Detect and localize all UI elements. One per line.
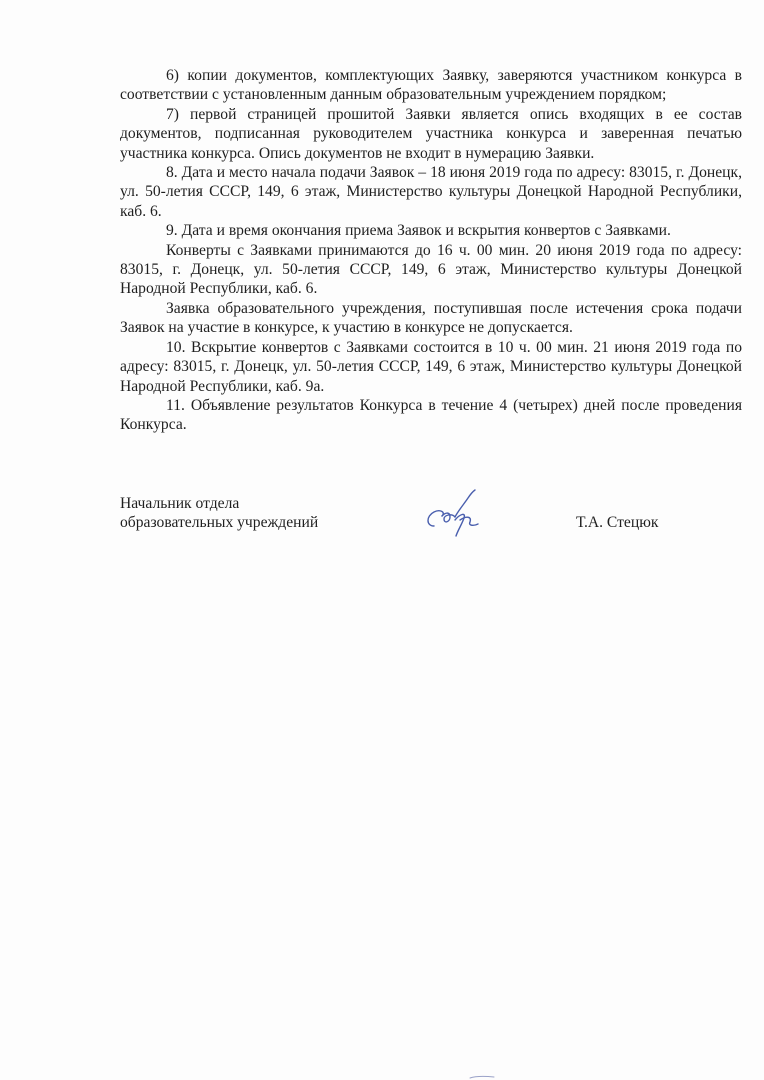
document-body	[120, 66, 742, 435]
paragraph-section-11: 11. Объявление результатов Конкурса в течение 4 (четырех) дней после проведения Конкурса.	[120, 396, 742, 434]
paragraph-envelopes-deadline: Конверты с Заявками принимаются до 16 ч. 00 мин. 20 июня 2019 года по адресу: 83015, г. Донецк, ул. 50-летия СССР, 149, 6 этаж, Министерство культуры Донецкой Народной Республики, каб. 6.	[120, 241, 742, 298]
signer-name: Т.А. Стецюк	[576, 514, 659, 531]
signer-position	[120, 494, 318, 533]
signature-block	[120, 494, 742, 554]
signer-position-line-1: Начальник отдела	[120, 495, 240, 512]
paragraph-late-application: Заявка образовательного учреждения, поступившая после истечения срока подачи Заявок на участие в конкурсе, к участию в конкурсе не допускается.	[120, 299, 742, 337]
paragraph-section-10: 10. Вскрытие конвертов с Заявками состоится в 10 ч. 00 мин. 21 июня 2019 года по адресу: 83015, г. Донецк, ул. 50-летия СССР, 149, 6 этаж, Министерство культуры Донецкой Народной Республики, каб. 9а.	[120, 338, 742, 395]
paragraph-item-6: 6) копии документов, комплектующих Заявку, заверяются участником конкурса в соответствии с установленным данным образовательным учреждением порядком;	[120, 67, 742, 104]
paragraph-section-8: 8. Дата и место начала подачи Заявок – 18 июня 2019 года по адресу: 83015, г. Донецк, ул. 50-летия СССР, 149, 6 этаж, Министерство культуры Донецкой Народной Республики, каб. 6.	[120, 164, 742, 220]
paragraph-section-9: 9. Дата и время окончания приема Заявок и вскрытия конвертов с Заявками.	[166, 222, 671, 240]
signer-position-line-2: образовательных учреждений	[120, 514, 319, 532]
scan-edge-mark	[468, 1074, 498, 1080]
handwritten-signature	[420, 486, 490, 542]
paragraph-item-7: 7) первой страницей прошитой Заявки является опись входящих в ее состав документов, подписанная руководителем участника конкурса и заверенная печатью участника конкурса. Опись документов не входит в нумерацию Заявки.	[120, 105, 742, 162]
